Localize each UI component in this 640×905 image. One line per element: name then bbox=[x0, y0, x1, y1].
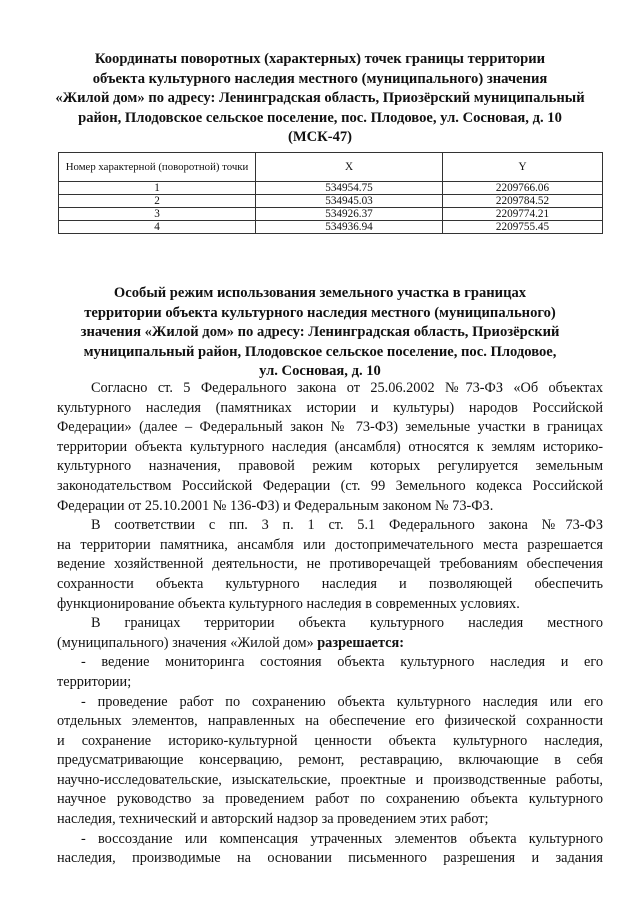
title-line: ул. Сосновая, д. 10 bbox=[259, 363, 381, 379]
text-line: наследия, производимые на основании письменного разрешения и задания bbox=[57, 850, 603, 867]
table-row bbox=[59, 182, 603, 195]
list-item-reconstruction bbox=[57, 830, 603, 869]
document-body bbox=[57, 379, 603, 869]
allowed-keyword: разрешается: bbox=[317, 634, 404, 651]
x-cell: 534945.03 bbox=[256, 195, 443, 208]
text-line: ведение хозяйственной деятельности, не противоречащей требованиям обеспечения bbox=[57, 556, 603, 573]
text-line: предусматривающие консервацию, ремонт, реставрацию, включающие в себя bbox=[57, 752, 603, 769]
text-line: Федерации» (далее – Федеральный закон № 73-ФЗ) земельные участки в границах bbox=[57, 419, 603, 436]
text-line: культурного назначения, правовой режим которых регулируется земельным bbox=[57, 458, 603, 475]
text-line: наследия, технический и авторский надзор за проведением этих работ; bbox=[57, 811, 489, 828]
point-number-cell: 2 bbox=[59, 195, 256, 208]
text-line: научное руководство за проведением работ по сохранению объекта культурного bbox=[57, 791, 603, 808]
title-line: муниципальный район, Плодовское сельское поселение, пос. Плодовое, bbox=[83, 343, 557, 360]
text-line: законодательством Российской Федерации (ст. 99 Земельного кодекса Российской bbox=[57, 477, 603, 494]
list-item-monitoring bbox=[57, 653, 603, 692]
coordinates-table bbox=[58, 152, 603, 234]
point-number-cell: 3 bbox=[59, 208, 256, 221]
x-cell: 534926.37 bbox=[256, 208, 443, 221]
y-cell: 2209784.52 bbox=[443, 195, 603, 208]
point-number-cell: 4 bbox=[59, 221, 256, 234]
table-row bbox=[59, 195, 603, 208]
y-cell: 2209755.45 bbox=[443, 221, 603, 234]
title-line: Особый режим использования земельного участка в границах bbox=[113, 285, 527, 301]
y-cell: 2209774.21 bbox=[443, 208, 603, 221]
title-line: «Жилой дом» по адресу: Ленинградская область, Приозёрский муниципальный bbox=[55, 90, 585, 106]
text-line: - воссоздание или компенсация утраченных элементов объекта культурного bbox=[81, 830, 603, 847]
text-line: В соответствии с пп. 3 п. 1 ст. 5.1 Федерального закона №73-ФЗ bbox=[91, 517, 603, 534]
point-number-cell: 1 bbox=[59, 182, 256, 195]
text-line: Федерации от 25.10.2001 № 136-ФЗ) и Федеральным законом № 73-ФЗ. bbox=[57, 497, 494, 514]
title-line: (МСК-47) bbox=[287, 129, 353, 145]
list-item-preservation-works bbox=[57, 693, 603, 830]
x-cell: 534954.75 bbox=[256, 182, 443, 195]
paragraph-allowed-intro bbox=[57, 614, 603, 653]
title-line: значения «Жилой дом» по адресу: Ленинградская область, Приозёрский bbox=[80, 324, 560, 340]
table-row bbox=[59, 208, 603, 221]
paragraph-permitted-activity bbox=[57, 516, 603, 614]
text-line: - проведение работ по сохранению объекта культурного наследия или его bbox=[81, 693, 603, 710]
text-line: научно-исследовательские, изыскательские, проектные и производственные работы, bbox=[57, 771, 603, 788]
text-line: на территории памятника, ансамбля или достопримечательного места разрешается bbox=[57, 536, 603, 553]
coordinates-title bbox=[40, 50, 600, 148]
special-regime-title bbox=[40, 284, 600, 382]
text-line: В границах территории объекта культурного наследия местного bbox=[91, 615, 603, 632]
x-cell: 534936.94 bbox=[256, 221, 443, 234]
text-line: отдельных элементов, направленных на обеспечение его физической сохранности bbox=[57, 713, 603, 730]
title-line: территории объекта культурного наследия местного (муниципального) bbox=[84, 304, 556, 321]
text-line: и сохранение историко-культурной ценности объекта культурного наследия, bbox=[57, 732, 603, 749]
header-x: X bbox=[256, 153, 443, 182]
text-line: функционирование объекта культурного наследия в современных условиях. bbox=[57, 595, 520, 612]
table-header-row bbox=[59, 153, 603, 182]
text-line: - ведение мониторинга состояния объекта культурного наследия и его bbox=[81, 654, 603, 671]
title-line: Координаты поворотных (характерных) точек границы территории bbox=[94, 51, 546, 67]
text-line: территории объекта культурного наследия (ансамбля) относятся к землям историко- bbox=[57, 438, 603, 455]
text-line: сохранности объекта культурного наследия и позволяющей обеспечить bbox=[57, 575, 603, 592]
paragraph-law-reference bbox=[57, 379, 603, 516]
text-line bbox=[57, 634, 603, 654]
title-line: район, Плодовское сельское поселение, пос. Плодовое, ул. Сосновая, д. 10 bbox=[78, 109, 562, 126]
table-row bbox=[59, 221, 603, 234]
title-line: объекта культурного наследия местного (муниципального) значения bbox=[92, 70, 548, 87]
text-line: Согласно ст. 5 Федерального закона от 25.06.2002 №73-ФЗ «Об объектах bbox=[91, 380, 603, 396]
header-point-number: Номер характерной (поворотной) точки bbox=[59, 153, 256, 182]
allowed-intro-text: (муниципального) значения «Жилой дом» bbox=[57, 634, 314, 651]
text-line: территории; bbox=[57, 673, 132, 690]
header-y: Y bbox=[443, 153, 603, 182]
text-line: культурного наследия (памятниках истории и культуры) народов Российской bbox=[57, 399, 603, 416]
y-cell: 2209766.06 bbox=[443, 182, 603, 195]
